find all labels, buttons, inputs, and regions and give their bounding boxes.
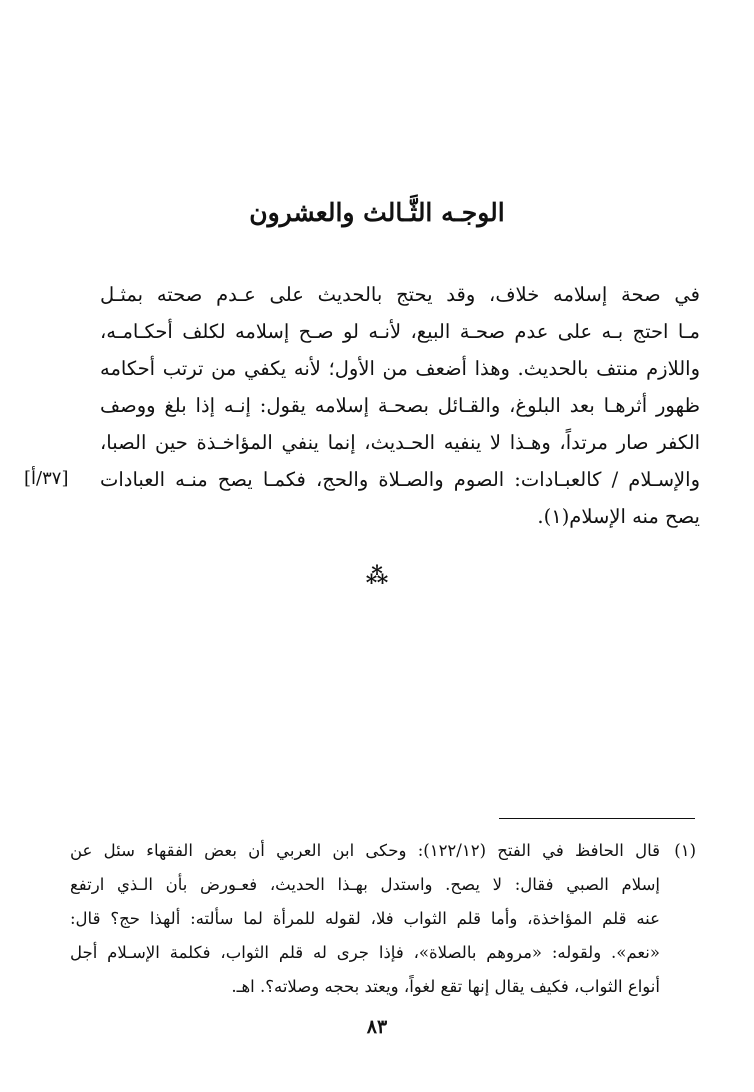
body-line: في صحة إسلامه خلاف، وقد يحتج بالحديث على عـدم صحته بمثـل bbox=[100, 283, 700, 306]
footnote-line: «نعم». ولقوله: «مروهم بالصلاة»، فإذا جرى له قلم الثواب، فكلمة الإسـلام أجل bbox=[70, 943, 660, 962]
footnote bbox=[56, 834, 696, 1004]
footnote-line: قال الحافظ في الفتح (١٢٢/١٢): وحكى ابن العربي أن بعض الفقهاء سئل عن bbox=[70, 841, 661, 860]
body-line: يصح منه الإسلام(١). bbox=[537, 505, 700, 528]
body-line: مـا احتج بـه على عدم صحـة البيع، لأنـه لو صـح إسلامه لكلف أحكـامـه، bbox=[100, 320, 700, 343]
footnote-line: أنواع الثواب، فكيف يقال إنها تقع لغواً، ويعتد بحجه وصلاته؟. اهـ. bbox=[231, 977, 660, 996]
body-line: واللازم منتف بالحديث. وهذا أضعف من الأول؛ لأنه يكفي من ترتب أحكامه bbox=[100, 357, 700, 380]
footnote-divider bbox=[499, 818, 695, 819]
asterism-separator: ⁂ bbox=[365, 563, 389, 589]
page-number: ٨٣ bbox=[366, 1016, 388, 1038]
footnote-text bbox=[70, 834, 660, 1004]
footnote-number: (١) bbox=[674, 841, 696, 860]
body-line: الكفر صار مرتداً، وهـذا لا ينفيه الحـديث، إنما ينفي المؤاخـذة حين الصبا، bbox=[100, 431, 700, 454]
footnote-line: عنه قلم المؤاخذة، وأما قلم الثواب فلا، لقوله للمرأة لما سألته: ألهذا حج؟ قال: bbox=[70, 909, 660, 928]
section-title: الوجـه الثَّـالث والعشرون bbox=[249, 198, 505, 227]
manuscript-folio-reference: [٣٧/أ] bbox=[24, 468, 69, 489]
footnote-line: إسلام الصبي فقال: لا يصح. واستدل بهـذا الحديث، فعـورض بأن الـذي ارتفع bbox=[70, 875, 660, 894]
body-paragraph bbox=[100, 276, 700, 535]
body-line: والإسـلام / كالعبـادات: الصوم والصـلاة والحج، فكمـا يصح منـه العبادات bbox=[100, 468, 700, 491]
body-line: ظهور أثرهـا بعد البلوغ، والقـائل بصحـة إسلامه يقول: إنـه إذا بلغ ووصف bbox=[100, 394, 700, 417]
